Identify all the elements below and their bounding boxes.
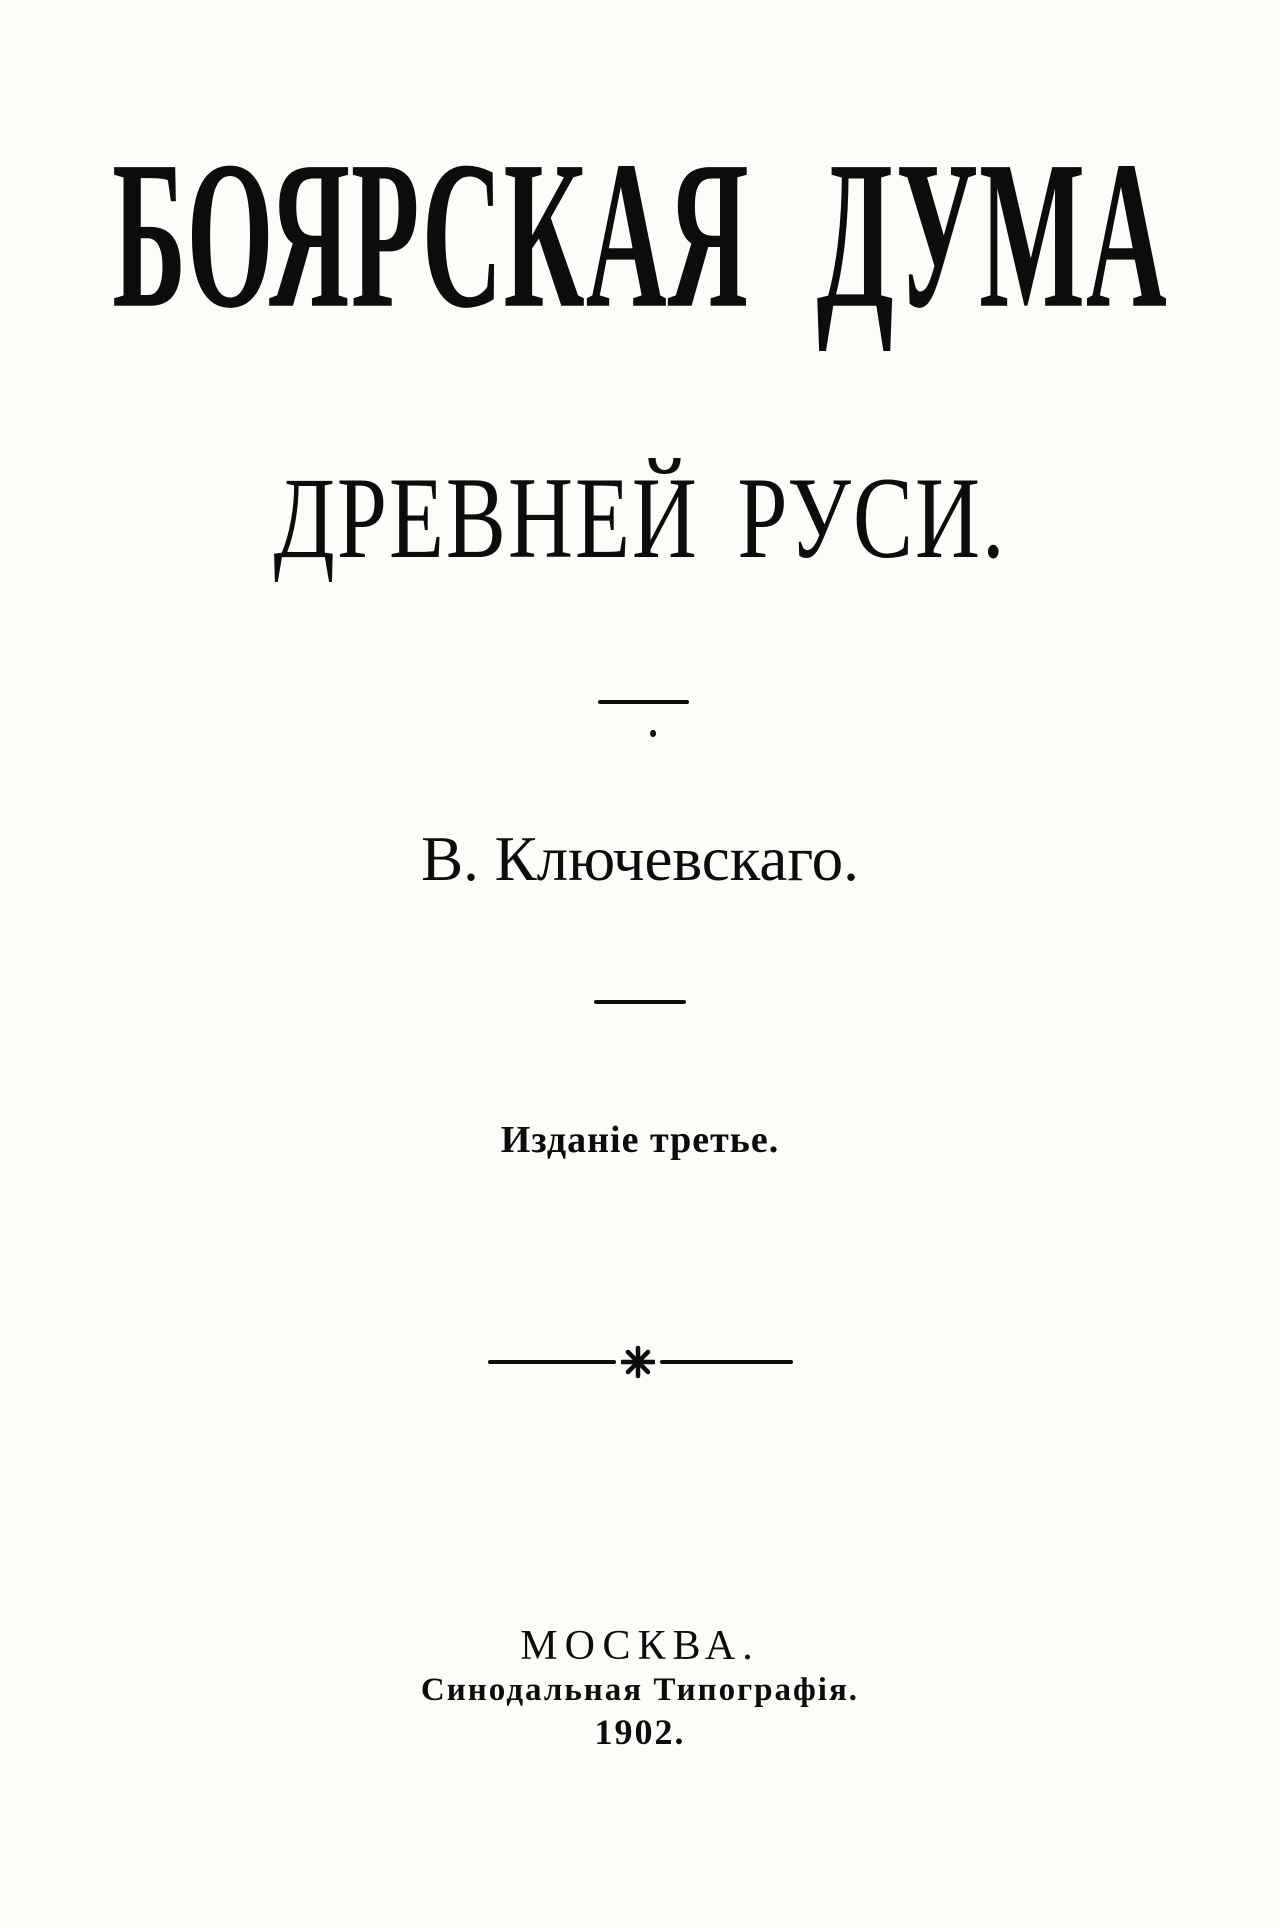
divider-rule-middle <box>594 1000 686 1004</box>
divider-rule-top <box>598 700 689 704</box>
ink-speck <box>649 729 657 738</box>
ornament-divider <box>0 1345 1280 1379</box>
imprint-publisher: Синодальная Типографія. <box>420 1672 860 1708</box>
asterisk-icon <box>621 1345 655 1379</box>
book-title-line2: ДРЕВНЕЙ РУСИ. <box>273 454 1007 584</box>
edition-note: Изданіе третье. <box>500 1119 780 1161</box>
book-title-line1: БОЯРСКАЯ ДУМА <box>112 118 1168 354</box>
ornament-line-right <box>660 1360 793 1364</box>
ornament-line-left <box>488 1360 616 1364</box>
imprint-city: МОСКВА. <box>520 1623 760 1669</box>
imprint-year: 1902. <box>594 1712 686 1752</box>
author-name: В. Ключевскаго. <box>421 824 859 894</box>
